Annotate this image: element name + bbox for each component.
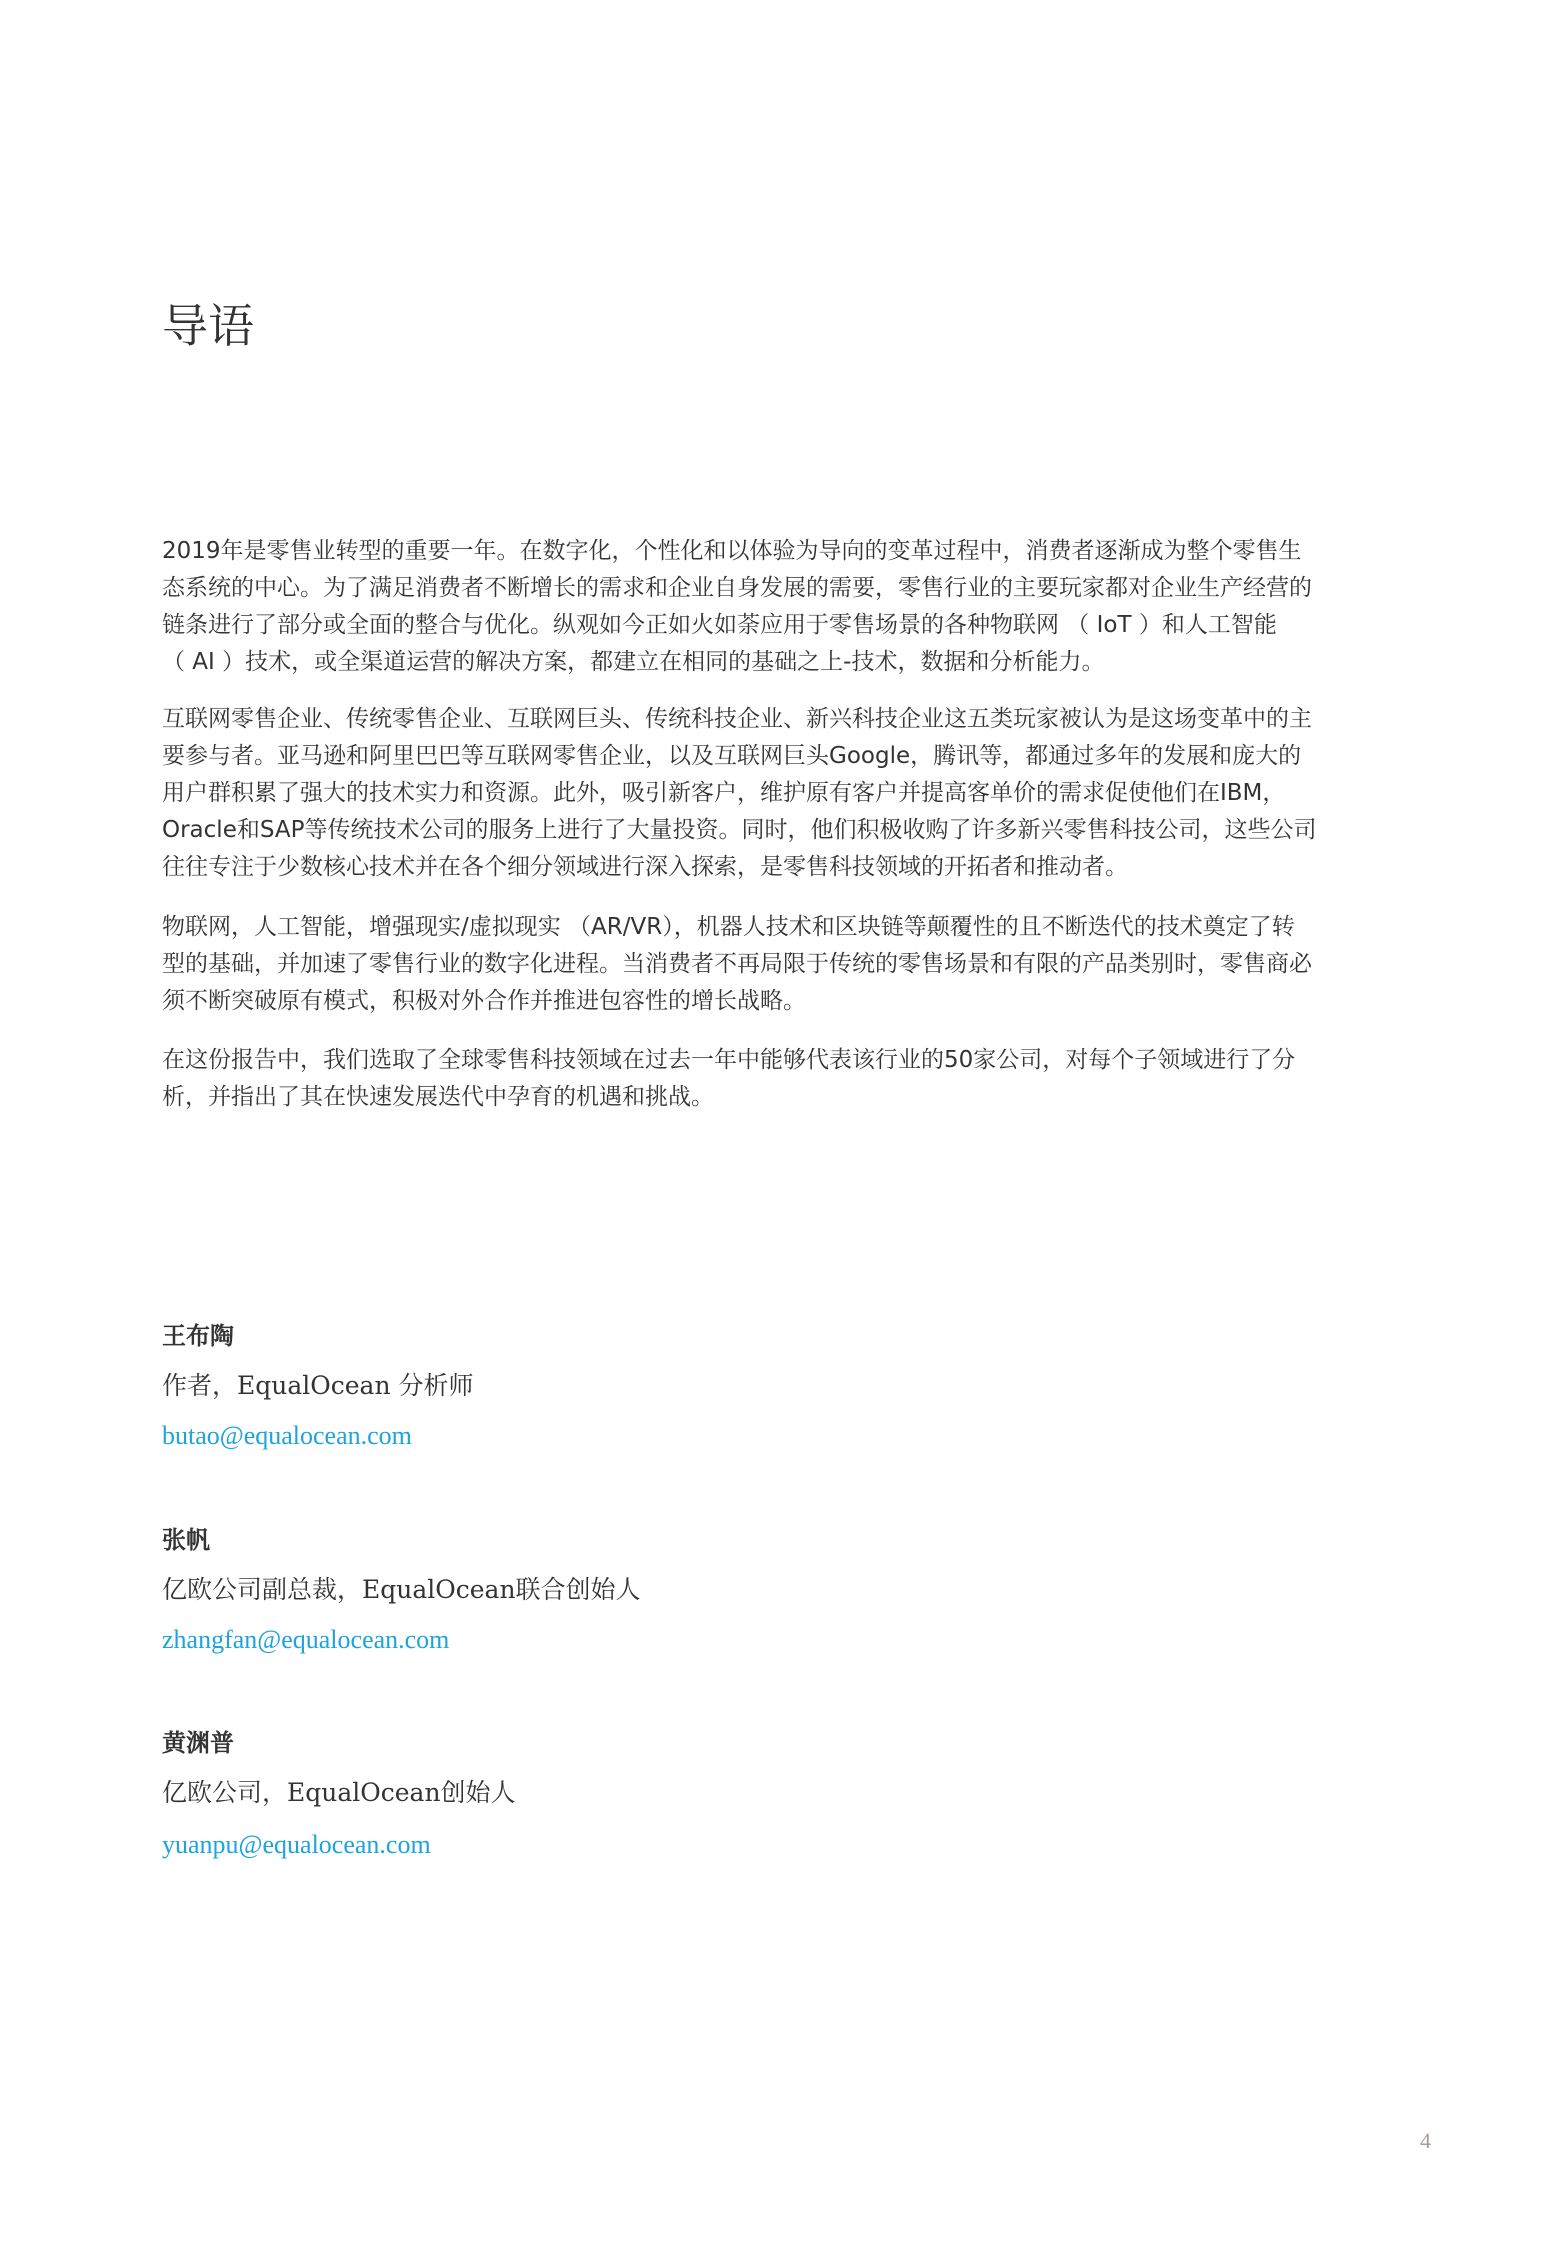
intro-paragraph-2 [162,701,1402,886]
text-line: 须不断突破原有模式，积极对外合作并推进包容性的增长战略。 [162,988,806,1014]
text-line: 往往专注于少数核心技术并在各个细分领域进行深入探索，是零售科技领域的开拓者和推动者。 [162,854,1128,880]
text-line: 链条进行了部分或全面的整合与优化。纵观如今正如火如荼应用于零售场景的各种物联网 （ IoT ）和人工智能 [162,612,1277,638]
author-name: 黄渊普 [162,1729,234,1757]
author-name: 张帆 [162,1526,210,1554]
author-role: 亿欧公司，EqualOcean创始人 [162,1778,516,1807]
intro-paragraph-1 [162,533,1402,681]
author-email-link[interactable]: yuanpu@equalocean.com [162,1830,431,1859]
text-line: （ AI ）技术，或全渠道运营的解决方案，都建立在相同的基础之上-技术，数据和分析能力。 [162,649,1105,675]
text-line: Oracle和SAP等传统技术公司的服务上进行了大量投资。同时，他们积极收购了许多新兴零售科技公司，这些公司 [162,817,1317,843]
text-line: 态系统的中心。为了满足消费者不断增长的需求和企业自身发展的需要，零售行业的主要玩家都对企业生产经营的 [162,575,1312,601]
intro-paragraph-3 [162,909,1402,1020]
text-line: 要参与者。亚马逊和阿里巴巴等互联网零售企业，以及互联网巨头Google，腾讯等，都通过多年的发展和庞大的 [162,743,1302,769]
text-line: 互联网零售企业、传统零售企业、互联网巨头、传统科技企业、新兴科技企业这五类玩家被认为是这场变革中的主 [162,706,1312,732]
page-title: 导语 [162,299,254,353]
author-name: 王布陶 [162,1322,234,1350]
text-line: 型的基础，并加速了零售行业的数字化进程。当消费者不再局限于传统的零售场景和有限的产品类别时，零售商必 [162,951,1312,977]
text-line: 在这份报告中，我们选取了全球零售科技领域在过去一年中能够代表该行业的50家公司，对每个子领域进行了分 [162,1047,1296,1073]
text-line: 物联网，人工智能，增强现实/虚拟现实 （AR/VR），机器人技术和区块链等颠覆性的且不断迭代的技术奠定了转 [162,914,1295,940]
author-role: 亿欧公司副总裁，EqualOcean联合创始人 [162,1575,641,1604]
page-number: 4 [1420,2128,1431,2153]
intro-paragraph-4 [162,1042,1402,1116]
author-email-link[interactable]: butao@equalocean.com [162,1421,412,1450]
text-line: 用户群积累了强大的技术实力和资源。此外，吸引新客户，维护原有客户并提高客单价的需求促使他们在IBM， [162,780,1286,806]
author-role: 作者，EqualOcean 分析师 [162,1371,474,1400]
author-email-link[interactable]: zhangfan@equalocean.com [162,1625,450,1654]
text-line: 2019年是零售业转型的重要一年。在数字化，个性化和以体验为导向的变革过程中，消费者逐渐成为整个零售生 [162,538,1302,564]
text-line: 析，并指出了其在快速发展迭代中孕育的机遇和挑战。 [162,1084,714,1110]
